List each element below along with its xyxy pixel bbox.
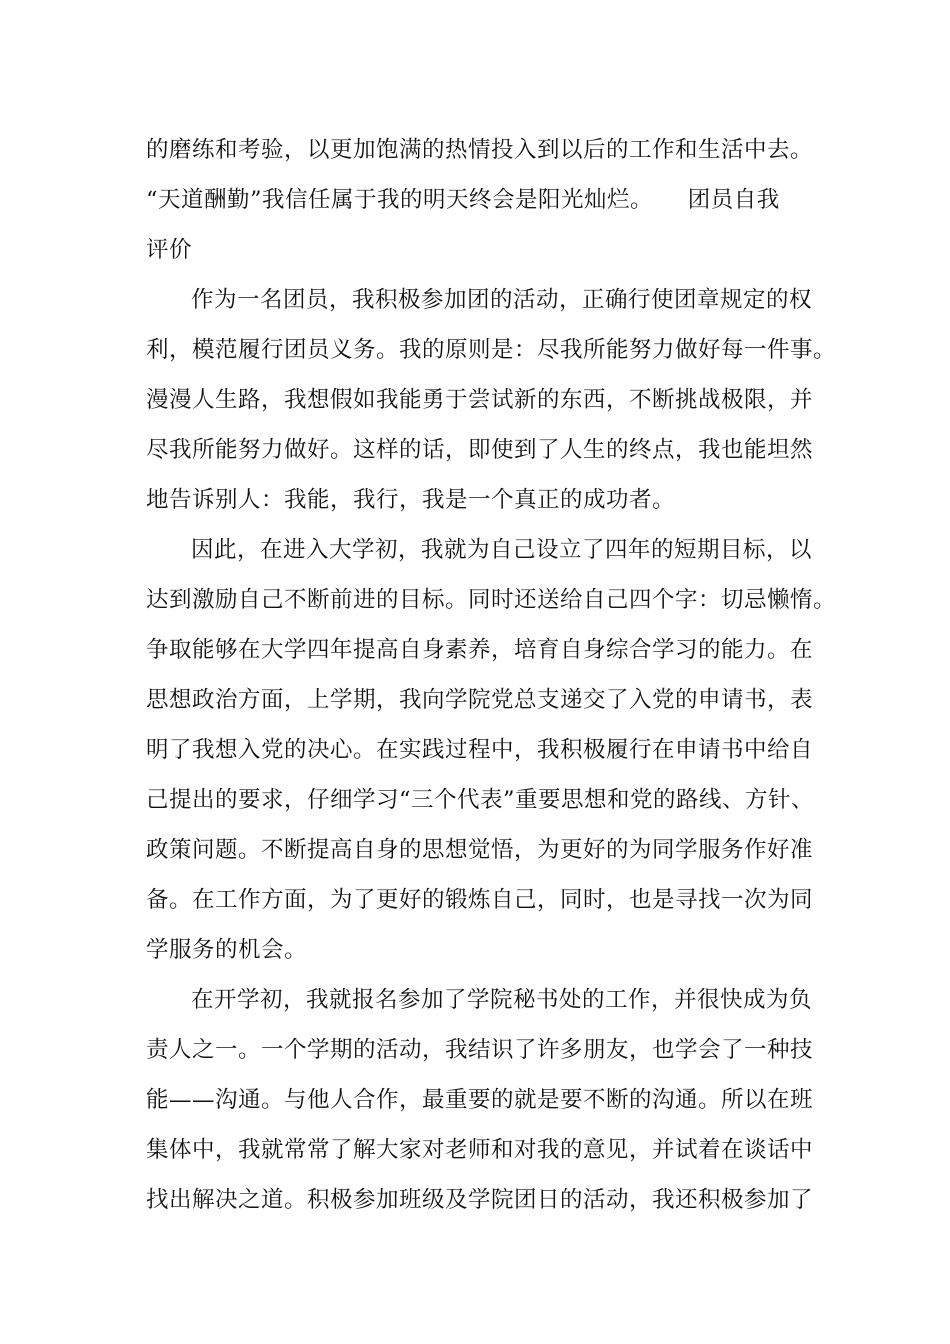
text-line: 思想政治方面，上学期，我向学院党总支递交了入党的申请书，表	[146, 687, 814, 713]
text-line: 能——沟通。与他人合作，最重要的就是要不断的沟通。所以在班	[146, 1087, 814, 1113]
text-line: 政策问题。不断提高自身的思想觉悟，为更好的为同学服务作好准	[146, 837, 814, 863]
text-line: 学服务的机会。	[146, 937, 308, 963]
paragraph-start-line: 因此，在进入大学初，我就为自己设立了四年的短期目标，以	[191, 537, 813, 563]
text-line: 找出解决之道。积极参加班级及学院团日的活动，我还积极参加了	[146, 1187, 814, 1213]
text-line: 尽我所能努力做好。这样的话，即使到了人生的终点，我也能坦然	[146, 437, 814, 463]
paragraph-start-line: 作为一名团员，我积极参加团的活动，正确行使团章规定的权	[191, 287, 813, 313]
text-line: 责人之一。一个学期的活动，我结识了许多朋友，也学会了一种技	[146, 1037, 814, 1063]
text-line: 的磨练和考验，以更加饱满的热情投入到以后的工作和生活中去。	[146, 137, 814, 163]
text-line: 集体中，我就常常了解大家对老师和对我的意见，并试着在谈话中	[146, 1137, 814, 1163]
text-line: 利，模范履行团员义务。我的原则是：尽我所能努力做好每一件事。	[146, 337, 837, 363]
text-line: 评价	[146, 237, 193, 263]
text-line: 明了我想入党的决心。在实践过程中，我积极履行在申请书中给自	[146, 737, 814, 763]
text-line: 争取能够在大学四年提高自身素养，培育自身综合学习的能力。在	[146, 637, 814, 663]
text-line: 漫漫人生路，我想假如我能勇于尝试新的东西，不断挑战极限，并	[146, 387, 814, 413]
text-line: 达到激励自己不断前进的目标。同时还送给自己四个字：切忌懒惰。	[146, 587, 837, 613]
text-line: 己提出的要求，仔细学习“三个代表”重要思想和党的路线、方针、	[146, 787, 815, 813]
paragraph-start-line: 在开学初，我就报名参加了学院秘书处的工作，并很快成为负	[191, 987, 813, 1013]
text-line: “天道酬勤”我信任属于我的明天终会是阳光灿烂。 团员自我	[146, 187, 780, 213]
text-line: 备。在工作方面，为了更好的锻炼自己，同时，也是寻找一次为同	[146, 887, 814, 913]
text-line: 地告诉别人：我能，我行，我是一个真正的成功者。	[146, 487, 676, 513]
document-body	[146, 125, 837, 1225]
